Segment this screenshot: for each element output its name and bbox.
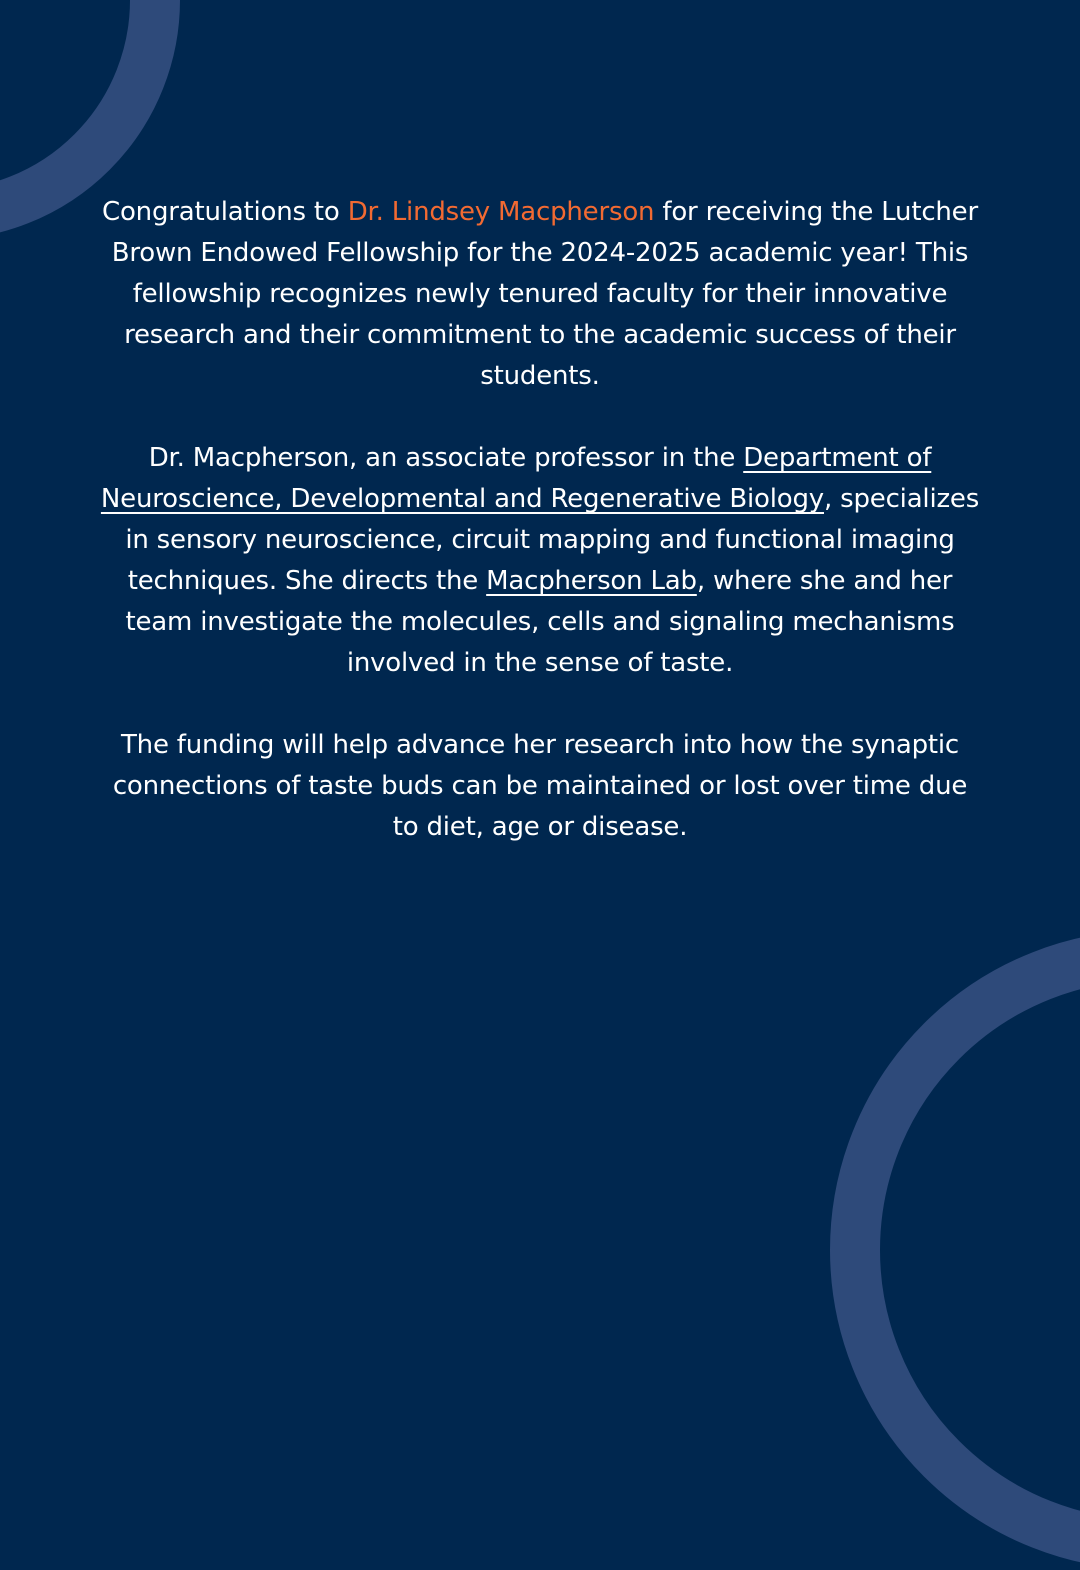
paragraph-congratulations xyxy=(100,192,980,397)
bio-rest: , where she and her team investigate the molecules, cells and signaling mechanisms involved in the sense of taste. xyxy=(125,566,955,678)
bio-middle: , specializes in sensory neuroscience, circuit mapping and functional imaging techniques. She directs the xyxy=(125,484,980,596)
congrats-intro: Congratulations to xyxy=(102,197,348,227)
recipient-name: Dr. Lindsey Macpherson xyxy=(347,197,655,227)
paragraph-bio xyxy=(100,438,980,684)
lab-link[interactable]: Macpherson Lab xyxy=(486,566,697,596)
department-link[interactable]: Department of Neuroscience, Developmental and Regenerative Biology xyxy=(100,443,932,514)
bio-intro: Dr. Macpherson, an associate professor in the xyxy=(148,443,744,473)
paragraph-funding: The funding will help advance her research into how the synaptic connections of taste buds can be maintained or lost over time due to diet, age or disease. xyxy=(112,730,968,842)
decorative-arc-bottom-right xyxy=(830,930,1080,1570)
announcement-text xyxy=(100,192,980,848)
congrats-rest: for receiving the Lutcher Brown Endowed Fellowship for the 2024-2025 academic year! This fellowship recognizes newly tenured faculty for their innovative research and their commitment to the academic success of their students. xyxy=(111,197,978,391)
